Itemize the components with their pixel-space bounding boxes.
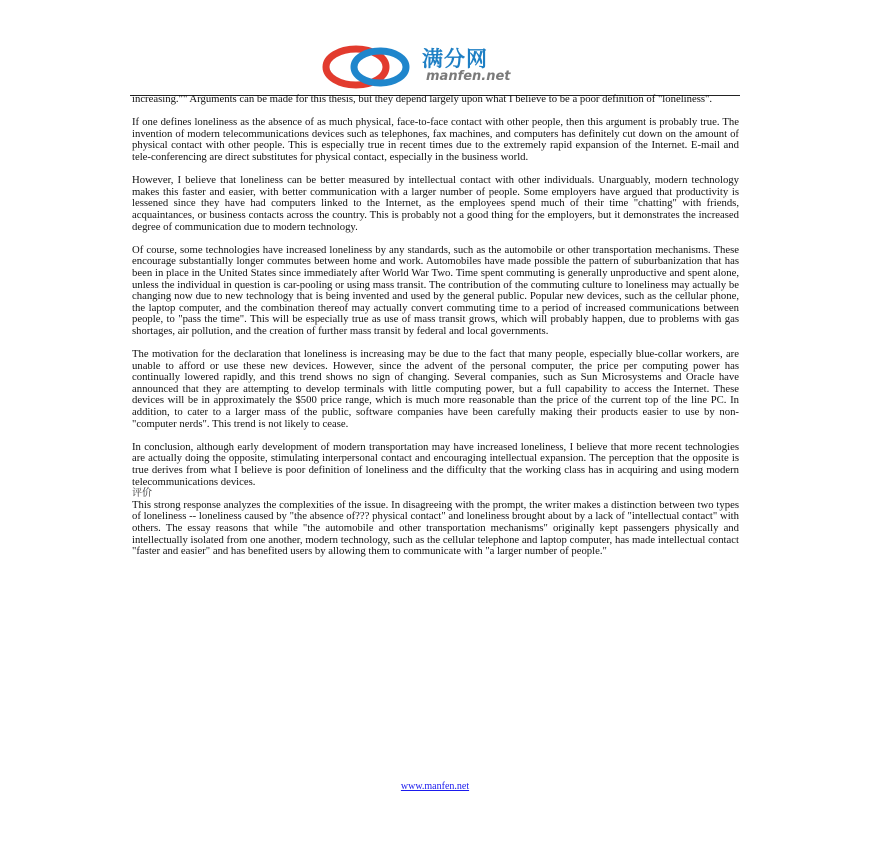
paragraph-3: However, I believe that loneliness can be better measured by intellectual contact with other individuals. Unarguably, modern technology makes this faster and easier, with better communication with a larger number of people. Some employers have argued that productivity is lessened since they have had computers linked to the Internet, as the employees spend much of their time "chatting" with friends, acquaintances, or business contacts across the country. This is probably not a good thing for the employers, but it demonstrates the increased degree of communication due to modern technology.: [132, 174, 739, 233]
paragraph-6: In conclusion, although early development of modern transportation may have increased loneliness, I believe that more recent technologies are actually doing the opposite, stimulating interpersonal contact and encouraging intellectual expansion. The perception that the opposite is true derives from what I believe is poor definition of loneliness and the difficulty that the working class has in acquiring and using modern telecommunications devices.: [132, 440, 739, 488]
paragraph-2: If one defines loneliness as the absence of as much physical, face-to-face contact with other people, then this argument is probably true. The invention of modern telecommunications devices such as telephones, fax machines, and computers has definitely cut down on the amount of physical contact with other people. This is especially true in recent times due to the extremely rapid expansion of the Internet. E-mail and tele-conferencing are direct substitutes for physical contact, especially in the business world.: [132, 116, 739, 163]
paragraph-1: increasing."" Arguments can be made for this thesis, but they depend largely upon what I believe to be a poor definition of "loneliness".: [132, 93, 713, 105]
logo-cn-text: 满分网: [422, 47, 488, 71]
evaluation-text: This strong response analyzes the complexities of the issue. In disagreeing with the prompt, the writer makes a distinction between two types of loneliness -- loneliness caused by "the absence of??? physical contact" and loneliness brought about by a lack of "intellectual contact" with others. The essay reasons that while "the automobile and other transportation mechanisms" originally kept passengers physically and intellectually isolated from one another, modern technology, such as the cellular telephone and laptop computer, has made intellectual contact "faster and easier" and has benefited users by allowing them to communicate with "a larger number of people.": [132, 498, 739, 558]
footer-website-link[interactable]: www.manfen.net: [400, 781, 470, 792]
paragraph-5: The motivation for the declaration that loneliness is increasing may be due to the fact that many people, especially blue-collar workers, are unable to afford or use these new devices. However, since the advent of the personal computer, the price per computing power has continually lowered rapidly, and this trend shows no sign of changing. Several companies, such as Sun Microsystems and Oracle have announced that they are attempting to develop terminals with little computing power, but a full capability to access the Internet. These devices will be in approximately the $500 price range, which is much more reasonable than the price of the current top of the line PC. In addition, to cater to a larger mass of the public, software companies have been carefully making their products easier to use by non-"computer nerds". This trend is not likely to cease.: [132, 348, 739, 430]
logo-mark-icon: [322, 40, 422, 92]
document-body: [132, 94, 739, 558]
logo-en-text: manfen.net: [426, 69, 511, 84]
site-logo: [322, 40, 550, 92]
paragraph-4: Of course, some technologies have increased loneliness by any standards, such as the automobile or other transportation mechanisms. These encourage substantially longer commutes between home and work. Automobiles have made possible the pattern of suburbanization that has been in place in the United States since immediately after World War Two. Time spent commuting is generally unproductive and spent alone, unless the individual in question is car-pooling or using mass transit. The contribution of the commuting culture to loneliness may actually be changing now due to new technology that is being invented and used by the general public. Popular new devices, such as the cellular phone, the laptop computer, and the combination thereof may actually convert commuting time to a period of increased communications between people, to "pass the time". This will be especially true as use of mass transit grows, which will probably happen, due to problems with gas shortages, air pollution, and the creation of further mass transit by federal and local governments.: [132, 243, 739, 337]
evaluation-label: 评价: [132, 488, 152, 500]
